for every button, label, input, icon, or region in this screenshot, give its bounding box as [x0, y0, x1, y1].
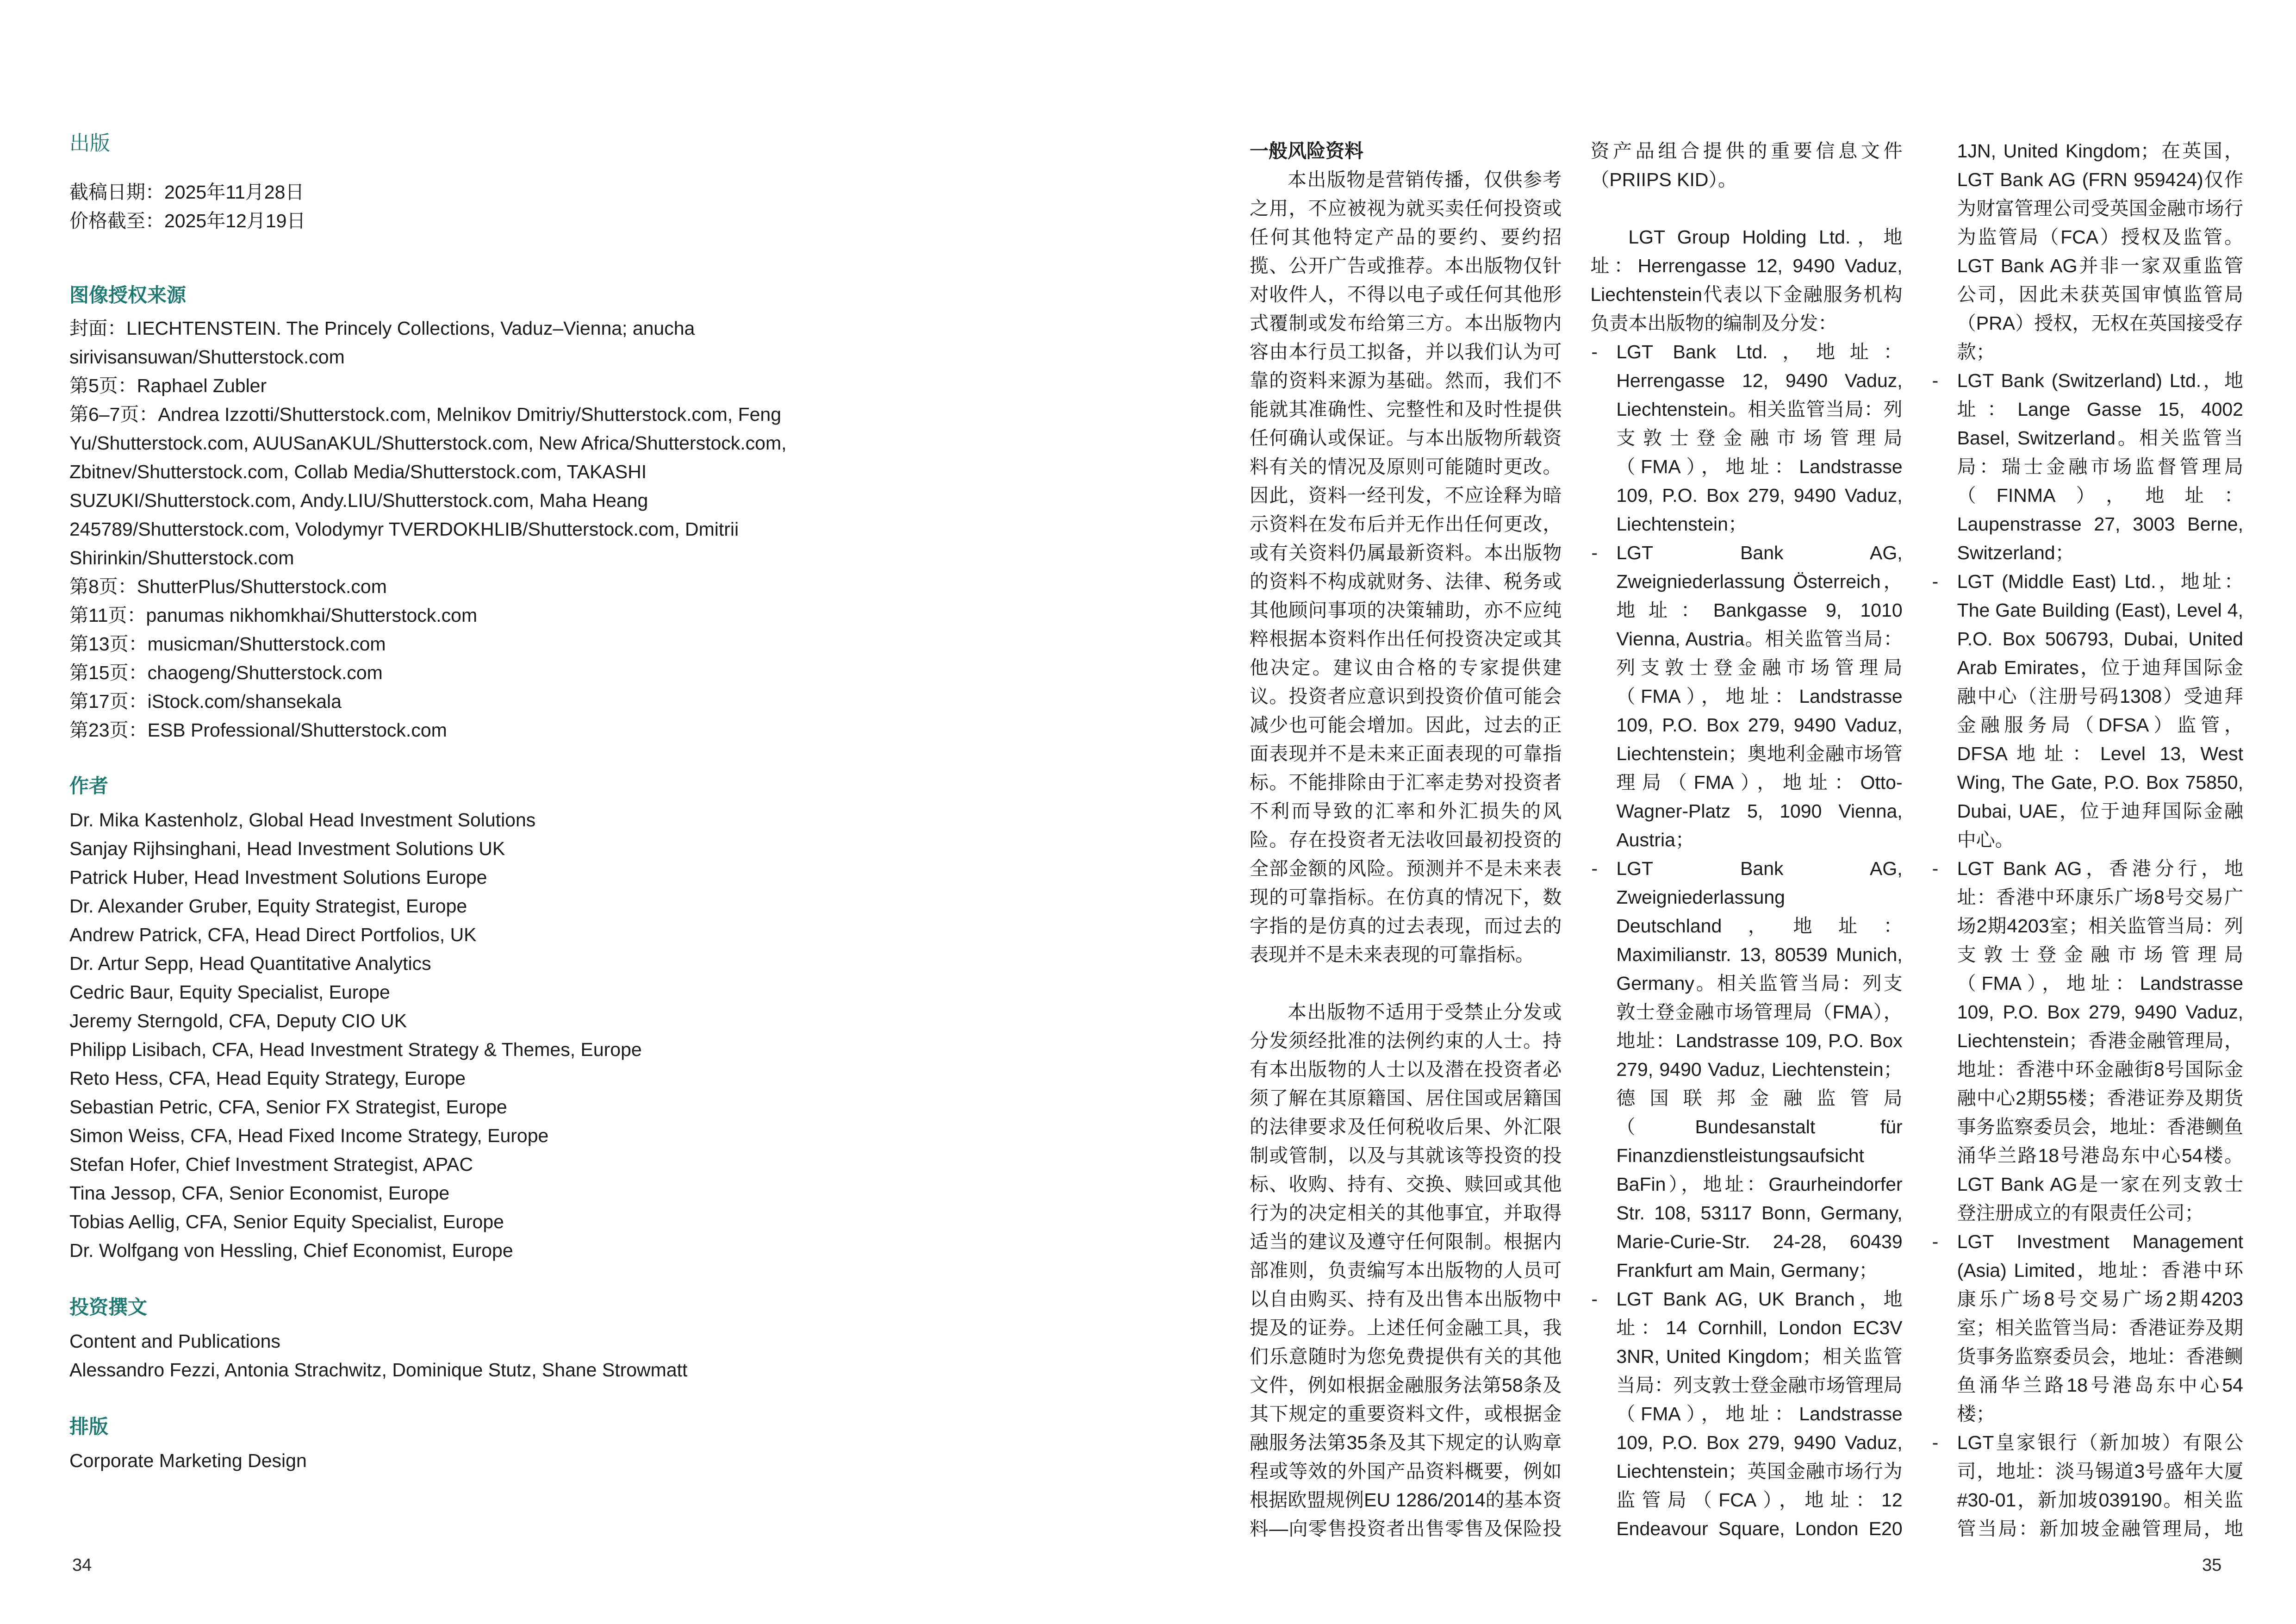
typesetting-heading: 排版	[69, 1416, 109, 1437]
author-line: Tina Jessop, CFA, Senior Economist, Europe	[69, 1182, 450, 1204]
author-line: Philipp Lisibach, CFA, Head Investment Strategy & Themes, Europe	[69, 1039, 642, 1060]
investment-writing-list	[69, 1327, 801, 1384]
entity-item: - LGT Bank AG, Zweigniederlassung Deutschland，地址：Maximilianstr. 13, 80539 Munich, Germany。相关监管当局：列支敦士登金融市场管理局（FMA），地址：Landstrasse 109, P.O. Box 279, 9490 Vaduz, Liechtenstein；德国联邦金融监管局（Bundesanstalt für Finanzdienstleistungsaufsicht BaFin），地址：Graurheindorfer Str. 108, 53117 Bonn, Germany, Marie-Curie-Str. 24-28, 60439 Frankfurt am Main, Germany；	[1590, 854, 1902, 1285]
author-line: Dr. Wolfgang von Hessling, Chief Economist, Europe	[69, 1240, 513, 1261]
right-page-disclaimer-columns	[1250, 137, 2243, 1558]
image-credit-line: 第11页：panumas nikhomkhai/Shutterstock.com	[69, 605, 478, 626]
typesetting-line: Corporate Marketing Design	[69, 1450, 307, 1471]
author-line: Sebastian Petric, CFA, Senior FX Strategist, Europe	[69, 1096, 507, 1118]
investment-writing-line: Alessandro Fezzi, Antonia Strachwitz, Dominique Stutz, Shane Strowmatt	[69, 1359, 688, 1380]
image-credit-line: 第6–7页：Andrea Izzotti/Shutterstock.com, Melnikov Dmitriy/Shutterstock.com, Feng Yu/Shutterstock.com, AUUSanAKUL/Shutterstock.com, New Africa/Shutterstock.com, Zbitnev/Shutterstock.com, Collab Media/Shutterstock.com, TAKASHI SUZUKI/Shutterstock.com, Andy.LIU/Shutterstock.com, Maha Heang 245789/Shutterstock.com, Volodymyr TVERDOKHLIB/Shutterstock.com, Dmitrii Shirinkin/Shutterstock.com	[69, 404, 787, 568]
left-page	[69, 131, 801, 1475]
author-line: Dr. Artur Sepp, Head Quantitative Analytics	[69, 953, 431, 974]
author-line: Sanjay Rijhsinghani, Head Investment Solutions UK	[69, 838, 505, 859]
author-line: Cedric Baur, Equity Specialist, Europe	[69, 981, 390, 1003]
author-line: Simon Weiss, CFA, Head Fixed Income Strategy, Europe	[69, 1125, 549, 1146]
entity-item: - LGT (Middle East) Ltd.，地址：The Gate Building (East), Level 4, P.O. Box 506793, Dubai, United Arab Emirates，位于迪拜国际金融中心（注册号码1308）受迪拜金融服务局（DFSA）监管，DFSA地址：Level 13, West Wing, The Gate, P.O. Box 75850, Dubai, UAE，位于迪拜国际金融中心。	[1931, 567, 2243, 854]
author-line: Jeremy Sterngold, CFA, Deputy CIO UK	[69, 1010, 407, 1031]
image-credit-line: 封面：LIECHTENSTEIN. The Princely Collections, Vaduz–Vienna; anucha sirivisansuwan/Shutterstock.com	[69, 318, 695, 368]
publication-section	[69, 131, 801, 235]
entity-item: - LGT Bank AG, Zweigniederlassung Österreich，地址：Bankgasse 9, 1010 Vienna, Austria。相关监管当局：列支敦士登金融市场管理局（FMA），地址：Landstrasse 109, P.O. Box 279, 9490 Vaduz, Liechtenstein；奥地利金融市场管理局（FMA），地址：Otto-Wagner-Platz 5, 1090 Vienna, Austria；	[1590, 538, 1902, 854]
entity-item: - LGT Bank AG, UK Branch，地址：14 Cornhill, London EC3V 3NR, United Kingdom；相关监管当局：列支敦士登金融市场管理局（FMA），地址：Landstrasse 109, P.O. Box 279, 9490 Vaduz, Liechtenstein；英国金融市场行为监管局（FCA），地址：12 Endeavour Square, London E20 1JN, United Kingdom；在英国，LGT Bank AG (FRN 959424)仅作为财富管理公司受英国金融市场行为监管局（FCA）授权及监管。LGT Bank AG并非一家双重监管公司，因此未获英国审慎监管局（PRA）授权，无权在英国接受存款；	[1590, 137, 2243, 1558]
author-line: Patrick Huber, Head Investment Solutions Europe	[69, 867, 487, 888]
image-credits-section	[69, 282, 801, 744]
author-line: Stefan Hofer, Chief Investment Strategist, APAC	[69, 1154, 473, 1175]
page-number-right: 35	[2202, 1555, 2222, 1575]
authors-section	[69, 773, 801, 1265]
author-line: Reto Hess, CFA, Head Equity Strategy, Europe	[69, 1068, 466, 1089]
entity-item: - LGT Bank Ltd.，地址：Herrengasse 12, 9490 Vaduz, Liechtenstein。相关监管当局：列支敦士登金融市场管理局（FMA），地址：Landstrasse 109, P.O. Box 279, 9490 Vaduz, Liechtenstein；	[1590, 337, 1902, 538]
publication-date-line: 价格截至：2025年12月19日	[69, 210, 306, 231]
entity-item: - LGT Bank AG，香港分行，地址：香港中环康乐广场8号交易广场2期4203室；相关监管当局：列支敦士登金融市场管理局（FMA），地址：Landstrasse 109, P.O. Box 279, 9490 Vaduz, Liechtenstein；香港金融管理局，地址：香港中环金融街8号国际金融中心2期55楼；香港证券及期货事务监察委员会，地址：香港鲗鱼涌华兰路18号港岛东中心54楼。LGT Bank AG是一家在列支敦士登注册成立的有限责任公司；	[1931, 854, 2243, 1227]
image-credit-line: 第23页：ESB Professional/Shutterstock.com	[69, 719, 447, 741]
author-line: Andrew Patrick, CFA, Head Direct Portfolios, UK	[69, 924, 477, 945]
risk-paragraph-1: 本出版物是营销传播，仅供参考之用，不应被视为就买卖任何投资或任何其他特定产品的要约、要约招揽、公开广告或推荐。本出版物仅针对收件人，不得以电子或任何其他形式覆制或发布给第三方。本出版物内容由本行员工拟备，并以我们认为可靠的资料来源为基础。然而，我们不能就其准确性、完整性和及时性提供任何确认或保证。与本出版物所载资料有关的情况及原则可能随时更改。因此，资料一经刊发，不应诠释为暗示资料在发布后并无作出任何更改，或有关资料仍属最新资料。本出版物的资料不构成就财务、法律、税务或其他顾问事项的决策辅助，亦不应纯粹根据本资料作出任何投资决定或其他决定。建议由合格的专家提供建议。投资者应意识到投资价值可能会减少也可能会增加。因此，过去的正面表现并不是未来正面表现的可靠指标。不能排除由于汇率走势对投资者不利而导致的汇率和外汇损失的风险。存在投资者无法收回最初投资的全部金额的风险。预测并不是未来表现的可靠指标。在仿真的情况下，数字指的是仿真的过去表现，而过去的表现并不是未来表现的可靠指标。	[1250, 169, 1562, 965]
investment-writing-line: Content and Publications	[69, 1330, 280, 1352]
distribution-intro: LGT Group Holding Ltd.，地址：Herrengasse 12, 9490 Vaduz, Liechtenstein代表以下金融服务机构负责本出版物的编制及分发：	[1590, 226, 1903, 334]
author-line: Dr. Mika Kastenholz, Global Head Investment Solutions	[69, 809, 536, 831]
investment-writing-section	[69, 1294, 801, 1384]
entity-list	[1590, 137, 2243, 1558]
image-credit-line: 第13页：musicman/Shutterstock.com	[69, 633, 386, 655]
typesetting-section	[69, 1414, 801, 1475]
risk-heading: 一般风险资料	[1250, 140, 1363, 162]
publication-date-line: 截稿日期：2025年11月28日	[69, 181, 305, 203]
publication-dates	[69, 178, 801, 235]
typesetting-list	[69, 1446, 801, 1475]
investment-writing-heading: 投资撰文	[69, 1296, 148, 1318]
publication-heading: 出版	[69, 132, 110, 155]
page-number-left: 34	[72, 1555, 92, 1575]
author-line: Tobias Aellig, CFA, Senior Equity Specialist, Europe	[69, 1211, 504, 1232]
authors-heading: 作者	[69, 775, 109, 797]
image-credit-line: 第17页：iStock.com/shansekala	[69, 691, 342, 712]
image-credit-line: 第5页：Raphael Zubler	[69, 375, 267, 396]
entity-item: - LGT皇家银行（新加坡）有限公司，地址：淡马锡道3号盛年大厦#30-01，新加坡039190。相关监管当局：新加坡金融管理局，地	[1931, 137, 2243, 1558]
image-credit-line: 第15页：chaogeng/Shutterstock.com	[69, 662, 383, 683]
author-line: Dr. Alexander Gruber, Equity Strategist, Europe	[69, 895, 467, 917]
entity-item: - LGT Bank (Switzerland) Ltd.，地址：Lange Gasse 15, 4002 Basel, Switzerland。相关监管当局：瑞士金融市场监督管理局（FINMA），地址：Laupenstrasse 27, 3003 Berne, Switzerland；	[1931, 366, 2243, 567]
image-credits-list	[69, 314, 801, 744]
entity-item: - LGT Investment Management (Asia) Limited，地址：香港中环康乐广场8号交易广场2期4203室；相关监管当局：香港证券及期货事务监察委员会，地址：香港鲗鱼涌华兰路18号港岛东中心54楼；	[1931, 1227, 2243, 1428]
risk-paragraph-2: 本出版物不适用于受禁止分发或分发须经批准的法例约束的人士。持有本出版物的人士以及潜在投资者必须了解在其原籍国、居住国或居籍国的法律要求及任何税收后果、外汇限制或管制，以及与其就该等投资的投标、收购、持有、交换、赎回或其他行为的决定相关的其他事宜，并取得适当的建议及遵守任何限制。根据内部准则，负责编写本出版物的人员可以自由购买、持有及出售本出版物中提及的证券。上述任何金融工具，我们乐意随时为您免费提供有关的其他文件，例如根据金融服务法第58条及其下规定的重要资料文件，或根据金融服务法第35条及其下规定的认购章程或等效的外国产品资料概要，例如根据欧盟规例EU 1286/2014的基本资料—向零售投资者出售零售及保险投资产品组合提供的重要信息文件（PRIIPS KID）。	[1250, 140, 1903, 1539]
image-credit-line: 第8页：ShutterPlus/Shutterstock.com	[69, 576, 387, 597]
authors-list	[69, 806, 801, 1265]
image-credits-heading: 图像授权来源	[69, 284, 187, 306]
